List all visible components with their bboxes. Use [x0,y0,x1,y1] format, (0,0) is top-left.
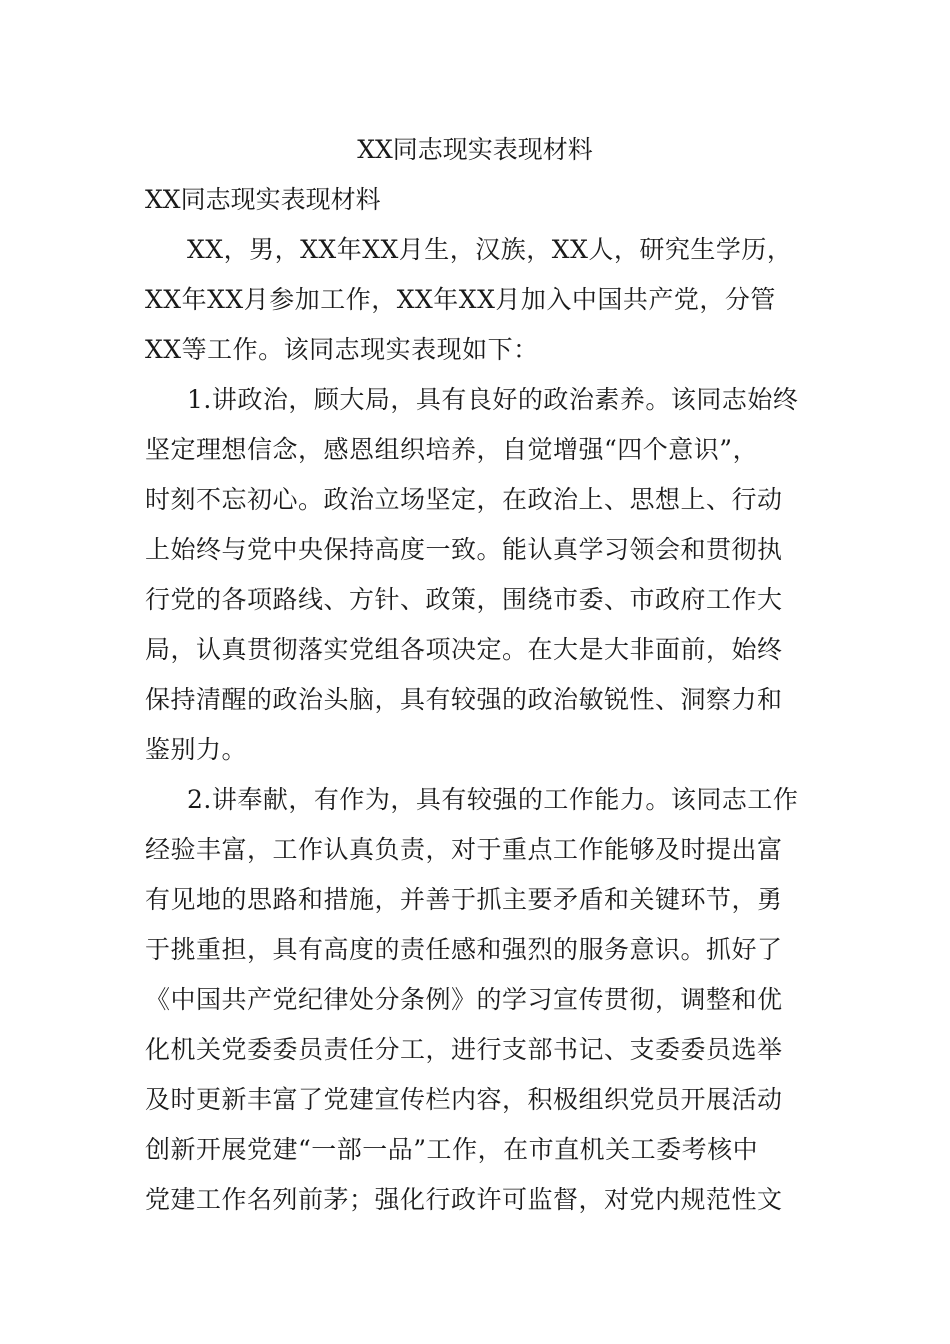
document-subtitle: XX同志现实表现材料 [145,185,381,214]
document-title: XX同志现实表现材料 [357,135,593,164]
body-line: 保持清醒的政治头脑，具有较强的政治敏锐性、洞察力和 [145,685,783,714]
body-line: 上始终与党中央保持高度一致。能认真学习领会和贯彻执 [145,535,783,564]
body-line: 于挑重担，具有高度的责任感和强烈的服务意识。抓好了 [145,935,783,964]
body-line: 创新开展党建“一部一品”工作，在市直机关工委考核中 [145,1135,759,1164]
body-line: 化机关党委委员责任分工，进行支部书记、支委委员选举 [145,1035,783,1064]
body-line: 局，认真贯彻落实党组各项决定。在大是大非面前，始终 [145,635,783,664]
body-line: 时刻不忘初心。政治立场坚定，在政治上、思想上、行动 [145,485,783,514]
body-line: 经验丰富，工作认真负责，对于重点工作能够及时提出富 [145,835,783,864]
body-line: XX年XX月参加工作，XX年XX月加入中国共产党，分管 [145,285,776,314]
body-line: 坚定理想信念，感恩组织培养，自觉增强“四个意识”， [145,435,759,464]
body-line: 1.讲政治，顾大局，具有良好的政治素养。该同志始终 [187,385,799,414]
body-line: 《中国共产党纪律处分条例》的学习宣传贯彻，调整和优 [145,985,783,1014]
body-line: 鉴别力。 [145,735,248,764]
body-line: 党建工作名列前茅；强化行政许可监督，对党内规范性文 [145,1185,783,1214]
body-line: XX等工作。该同志现实表现如下： [145,335,539,364]
body-line: XX，男，XX年XX月生，汉族，XX人，研究生学历， [187,235,793,264]
body-line: 行党的各项路线、方针、政策，围绕市委、市政府工作大 [145,585,783,614]
body-line: 2.讲奉献，有作为，具有较强的工作能力。该同志工作 [187,785,799,814]
body-line: 有见地的思路和措施，并善于抓主要矛盾和关键环节，勇 [145,885,783,914]
body-line: 及时更新丰富了党建宣传栏内容，积极组织党员开展活动 [145,1085,783,1114]
